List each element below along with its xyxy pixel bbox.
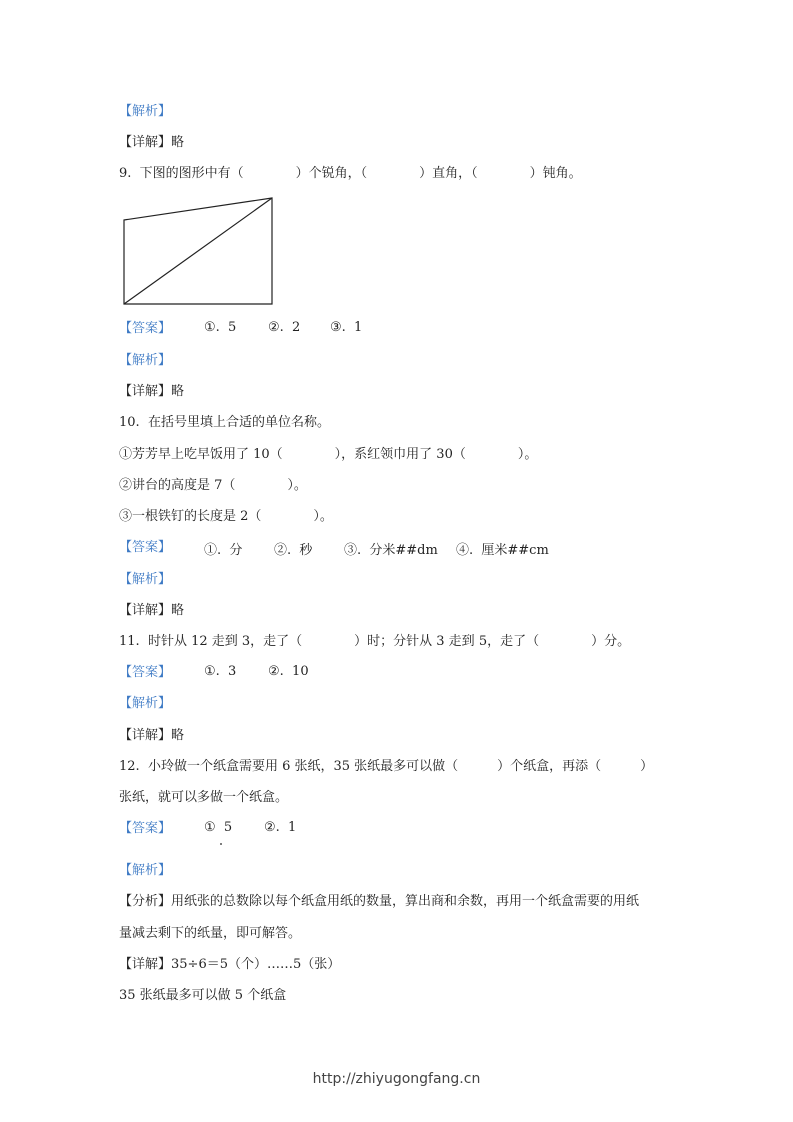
q12-answer-1: ① 5 [204,820,233,835]
xiangjie-label: 【详解】 [119,384,172,399]
q9-question: 9. 下图的图形中有（ ）个锐角，（ ）直角，（ ）钝角。 [119,166,582,181]
q11-answer-2: ②. 10 [268,664,309,679]
q12-analysis-text: 用纸张的总数除以每个纸盒用纸的数量，算出商和余数，再用一个纸盒需要的用纸 [171,894,640,909]
q9-answer-label: 【答案】 [119,321,172,336]
q10-sub1: ①芳芳早上吃早饭用了 10（ ），系红领巾用了 30（ ）。 [119,447,538,462]
rectangle-diagonal-figure [122,196,274,308]
q10-answer-3: ③. 分米##dm [344,543,438,558]
xiangjie-label: 【详解】 [119,728,172,743]
q10-detail: 略 [171,603,185,618]
q12-question-line1: 12. 小玲做一个纸盒需要用 6 张纸，35 张纸最多可以做（ ）个纸盒，再添（ ） [119,759,654,774]
q10-xiangjie [119,602,184,620]
q9-jiexi-label: 【解析】 [119,353,172,368]
q11-answer-1: ①. 3 [204,664,237,679]
q11-jiexi-label: 【解析】 [119,696,172,711]
q12-detail-line2: 35 张纸最多可以做 5 个纸盒 [119,988,287,1003]
q10-jiexi-label: 【解析】 [119,572,172,587]
xiangjie-line: 【详解】略 [119,135,185,150]
q12-detail-line1 [119,956,340,974]
q11-xiangjie [119,727,184,745]
q10-sub2: ②讲台的高度是 7（ ）。 [119,478,307,493]
q12-analysis-line2: 量减去剩下的纸量，即可解答。 [119,926,302,941]
xiangjie-label: 【详解】 [119,957,172,972]
xiangjie-label: 【详解】 [119,603,172,618]
q9-detail: 略 [171,384,185,399]
q12-analysis-line1 [119,893,639,911]
q10-answer-2: ②. 秒 [274,543,313,558]
q10-answer-label: 【答案】 [119,540,172,555]
q11-question: 11. 时针从 12 走到 3，走了（ ）时；分针从 3 走到 5，走了（ ）分。 [119,634,631,649]
q9-answer-2: ②. 2 [268,320,301,335]
q12-jiexi-label: 【解析】 [119,863,172,878]
q9-answer-1: ①. 5 [204,320,237,335]
jiexi-label: 【解析】 [119,104,172,119]
q11-detail: 略 [171,728,185,743]
q10-answer-1: ①. 分 [204,543,243,558]
fenxi-label: 【分析】 [119,894,172,909]
q9-answer-3: ③. 1 [330,320,363,335]
q10-answer-4: ④. 厘米##cm [456,543,549,558]
footer-url[interactable]: http://zhiyugongfang.cn [312,1071,481,1087]
diagonal-line [124,198,272,304]
q12-answer-2: ②. 1 [264,820,297,835]
q12-detail-text: 35÷6＝5（个）……5（张） [171,957,341,972]
q12-question-line2: 张纸，就可以多做一个纸盒。 [119,790,289,805]
q10-question: 10. 在括号里填上合适的单位名称。 [119,415,330,430]
stray-dot [220,843,222,845]
q11-answer-label: 【答案】 [119,665,172,680]
q12-answer-label: 【答案】 [119,821,172,836]
q10-sub3: ③一根铁钉的长度是 2（ ）。 [119,509,333,524]
q9-xiangjie [119,383,184,401]
